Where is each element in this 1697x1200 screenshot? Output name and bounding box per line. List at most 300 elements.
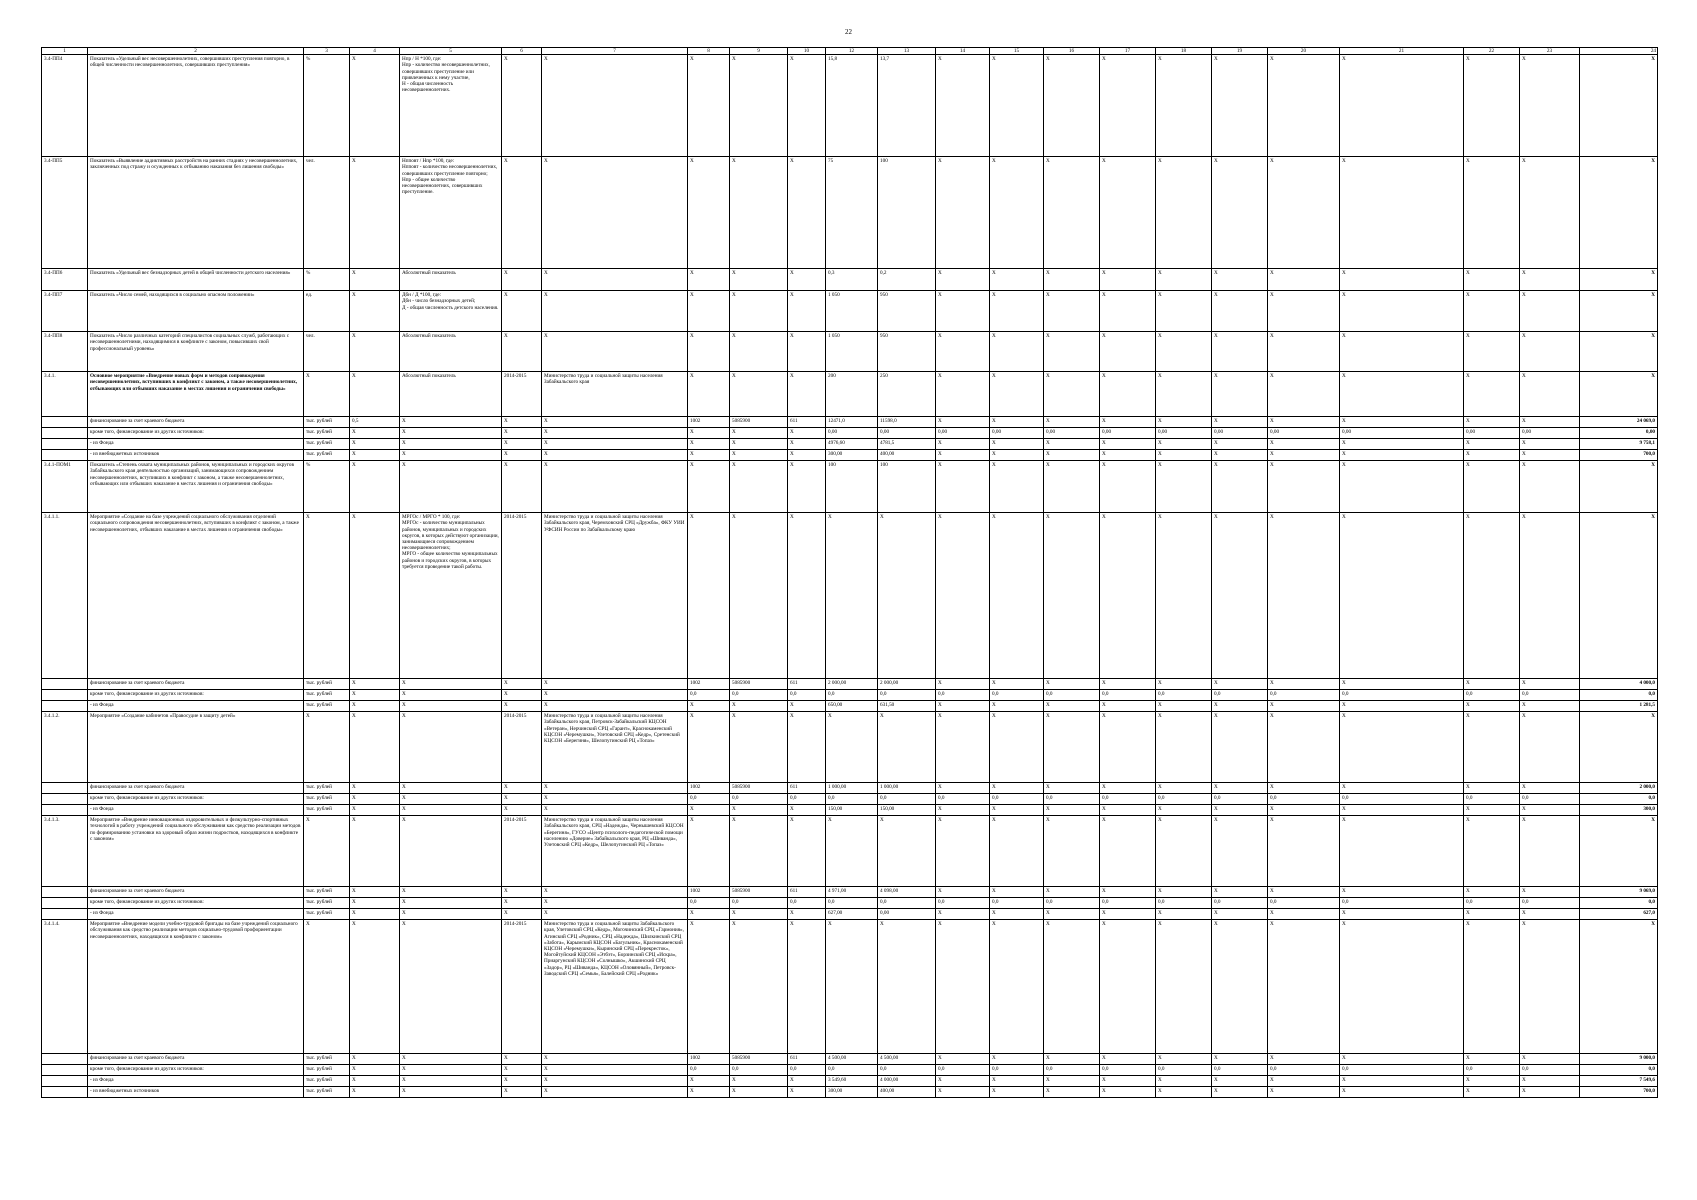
- table-cell: [42, 1054, 88, 1065]
- table-cell: 0,0: [1340, 794, 1464, 805]
- table-cell: X: [502, 55, 542, 157]
- table-cell: X: [1520, 1076, 1580, 1087]
- column-header: 16: [1044, 48, 1100, 55]
- table-cell: X: [936, 712, 990, 783]
- table-cell: X: [502, 1065, 542, 1076]
- table-cell: X: [1212, 909, 1268, 920]
- table-cell: 0,0: [936, 794, 990, 805]
- table-cell: X: [350, 783, 400, 794]
- table-cell: X: [1340, 450, 1464, 461]
- table-cell: X: [1268, 157, 1340, 269]
- table-cell: 0,0: [688, 690, 730, 701]
- table-cell: X: [688, 428, 730, 439]
- table-cell: X: [502, 1076, 542, 1087]
- table-cell: X: [502, 690, 542, 701]
- table-cell: 2014-2015: [502, 513, 542, 679]
- table-cell: X: [1520, 712, 1580, 783]
- table-cell: 0,0: [1156, 898, 1212, 909]
- table-cell: X: [990, 439, 1044, 450]
- table-cell: X: [1156, 372, 1212, 417]
- table-row: [42, 712, 1658, 783]
- table-cell: 700,0: [1580, 450, 1658, 461]
- table-cell: тыс. рублей: [304, 898, 350, 909]
- table-cell: 3.4.1.4.: [42, 920, 88, 1054]
- table-cell: X: [730, 157, 788, 269]
- table-cell: 0,0: [1100, 690, 1156, 701]
- table-cell: X: [1268, 417, 1340, 428]
- table-cell: X: [1464, 887, 1520, 898]
- table-row: [42, 417, 1658, 428]
- table-cell: X: [990, 55, 1044, 157]
- table-cell: X: [1464, 701, 1520, 712]
- table-cell: X: [304, 712, 350, 783]
- table-cell: X: [400, 428, 502, 439]
- table-cell: X: [1520, 291, 1580, 332]
- table-cell: 0,0: [990, 690, 1044, 701]
- table-cell: X: [990, 887, 1044, 898]
- table-cell: 2 000,00: [878, 679, 936, 690]
- table-cell: X: [826, 712, 878, 783]
- table-cell: X: [1580, 712, 1658, 783]
- table-cell: X: [826, 920, 878, 1054]
- table-cell: X: [1212, 291, 1268, 332]
- table-cell: X: [688, 816, 730, 887]
- table-cell: X: [350, 909, 400, 920]
- table-cell: 0,0: [788, 794, 826, 805]
- table-cell: 2 000,0: [1580, 783, 1658, 794]
- table-cell: 0,0: [1520, 898, 1580, 909]
- table-cell: 631,50: [878, 701, 936, 712]
- table-cell: X: [1156, 55, 1212, 157]
- table-cell: 0,00: [826, 428, 878, 439]
- table-cell: 4 500,00: [826, 1054, 878, 1065]
- table-cell: X: [1520, 1054, 1580, 1065]
- table-cell: 0,0: [1520, 794, 1580, 805]
- table-cell: Мероприятие «Внедрение инновационных оздоровительных и физкультурно-спортивных технологий в работу учреждений социального обслуживания как средство реализации методов по формированию установки на здоровый образ жизни подростков, находящихся в конфликте с законом»: [88, 816, 304, 887]
- table-cell: X: [990, 291, 1044, 332]
- table-cell: X: [1212, 887, 1268, 898]
- table-cell: X: [400, 690, 502, 701]
- table-cell: X: [730, 909, 788, 920]
- table-cell: X: [788, 1087, 826, 1098]
- table-cell: 3.4.1.2.: [42, 712, 88, 783]
- table-cell: X: [936, 439, 990, 450]
- table-cell: X: [1100, 450, 1156, 461]
- table-cell: X: [1100, 332, 1156, 372]
- table-cell: X: [990, 372, 1044, 417]
- table-cell: X: [1044, 372, 1100, 417]
- column-header: 4: [350, 48, 400, 55]
- table-cell: 300,0: [1580, 805, 1658, 816]
- table-cell: X: [878, 816, 936, 887]
- table-cell: 0,0: [1268, 1065, 1340, 1076]
- table-cell: X: [1212, 372, 1268, 417]
- column-header: 7: [542, 48, 688, 55]
- table-cell: X: [1156, 513, 1212, 679]
- table-cell: X: [1520, 783, 1580, 794]
- table-cell: X: [1340, 513, 1464, 679]
- table-cell: X: [1100, 909, 1156, 920]
- table-cell: 7 549,6: [1580, 1076, 1658, 1087]
- table-cell: 0,0: [1464, 690, 1520, 701]
- table-cell: X: [1044, 417, 1100, 428]
- table-cell: X: [1156, 1087, 1212, 1098]
- table-cell: 0,0: [1156, 794, 1212, 805]
- table-cell: тыс. рублей: [304, 1087, 350, 1098]
- table-cell: X: [350, 712, 400, 783]
- table-cell: 3 549,60: [826, 1076, 878, 1087]
- table-cell: X: [542, 332, 688, 372]
- table-cell: X: [990, 920, 1044, 1054]
- table-cell: X: [502, 887, 542, 898]
- table-cell: X: [542, 805, 688, 816]
- table-cell: 0,0: [1340, 1065, 1464, 1076]
- table-cell: X: [688, 291, 730, 332]
- table-cell: Показатель «Число семей, находящихся в социально опасном положении»: [88, 291, 304, 332]
- table-cell: [42, 898, 88, 909]
- table-cell: 300,00: [826, 450, 878, 461]
- table-cell: 0,00: [878, 909, 936, 920]
- table-cell: 0,00: [1100, 428, 1156, 439]
- table-cell: X: [502, 794, 542, 805]
- table-cell: 0,0: [826, 690, 878, 701]
- table-cell: X: [400, 816, 502, 887]
- table-cell: X: [1100, 55, 1156, 157]
- table-cell: X: [502, 1087, 542, 1098]
- table-cell: X: [1268, 1087, 1340, 1098]
- table-cell: X: [990, 679, 1044, 690]
- table-cell: X: [1100, 887, 1156, 898]
- table-cell: 1 050: [826, 291, 878, 332]
- table-cell: 100: [826, 461, 878, 513]
- table-cell: Показатель «Выявление аддиктивных расстройств на ранних стадиях у несовершеннолетних, заключенных под стражу и осужденных к отбыванию наказания без лишения свободы»: [88, 157, 304, 269]
- table-cell: X: [1520, 679, 1580, 690]
- table-cell: X: [788, 439, 826, 450]
- table-cell: X: [1464, 1087, 1520, 1098]
- table-row: [42, 679, 1658, 690]
- table-cell: X: [788, 55, 826, 157]
- table-cell: X: [936, 450, 990, 461]
- table-cell: X: [1580, 816, 1658, 887]
- table-cell: X: [1464, 712, 1520, 783]
- table-cell: X: [1212, 805, 1268, 816]
- table-cell: [42, 909, 88, 920]
- table-cell: X: [936, 291, 990, 332]
- table-cell: X: [400, 805, 502, 816]
- table-cell: X: [788, 513, 826, 679]
- table-cell: X: [350, 816, 400, 887]
- table-cell: 650,00: [826, 701, 878, 712]
- table-cell: X: [1464, 157, 1520, 269]
- table-cell: X: [1340, 439, 1464, 450]
- table-cell: 0,00: [1212, 428, 1268, 439]
- table-cell: X: [1520, 372, 1580, 417]
- table-cell: X: [1464, 417, 1520, 428]
- table-cell: X: [502, 461, 542, 513]
- table-cell: X: [1100, 712, 1156, 783]
- table-cell: X: [688, 701, 730, 712]
- page-number: 22: [845, 28, 852, 36]
- table-cell: [42, 1065, 88, 1076]
- table-cell: Показатель «Удельный вес безнадзорных детей в общей численности детского населения»: [88, 269, 304, 291]
- table-cell: X: [1212, 157, 1268, 269]
- table-cell: финансирование за счет краевого бюджета: [88, 417, 304, 428]
- table-cell: тыс. рублей: [304, 1065, 350, 1076]
- table-cell: X: [730, 55, 788, 157]
- table-cell: 1002: [688, 679, 730, 690]
- table-cell: X: [688, 332, 730, 372]
- column-header: 24: [1580, 48, 1658, 55]
- column-header: 9: [730, 48, 788, 55]
- table-cell: X: [1100, 701, 1156, 712]
- table-cell: 0,0: [730, 1065, 788, 1076]
- table-cell: 0,0: [1212, 1065, 1268, 1076]
- table-cell: Показатель «Число различных категорий специалистов социальных служб, работающих с несовершеннолетними, находящимися в конфликте с законом, повысивших свой профессиональный уровень»: [88, 332, 304, 372]
- table-cell: X: [1340, 783, 1464, 794]
- table-cell: X: [1520, 909, 1580, 920]
- table-cell: 0,0: [1268, 690, 1340, 701]
- table-cell: X: [1520, 461, 1580, 513]
- table-cell: X: [400, 920, 502, 1054]
- table-cell: X: [350, 679, 400, 690]
- table-cell: X: [936, 513, 990, 679]
- table-cell: X: [1340, 417, 1464, 428]
- table-cell: X: [730, 1087, 788, 1098]
- table-cell: X: [1580, 55, 1658, 157]
- table-cell: финансирование за счет краевого бюджета: [88, 783, 304, 794]
- table-cell: X: [304, 372, 350, 417]
- table-cell: X: [990, 332, 1044, 372]
- table-cell: X: [1268, 1054, 1340, 1065]
- table-cell: 0,0: [1580, 898, 1658, 909]
- table-cell: 250: [878, 372, 936, 417]
- column-header: 17: [1100, 48, 1156, 55]
- table-cell: X: [990, 513, 1044, 679]
- table-cell: X: [350, 372, 400, 417]
- table-cell: 0,0: [788, 690, 826, 701]
- table-cell: 1 281,5: [1580, 701, 1658, 712]
- table-cell: X: [936, 920, 990, 1054]
- table-cell: X: [990, 701, 1044, 712]
- table-cell: 0,0: [936, 690, 990, 701]
- table-cell: 611: [788, 417, 826, 428]
- table-cell: X: [1044, 269, 1100, 291]
- table-cell: X: [1520, 1087, 1580, 1098]
- table-cell: Показатель «Степень охвата муниципальных районов, муниципальных и городских округов Забайкальского края деятельностью организаций, занимающихся сопровождением несовершеннолетних, вступивших в конфликт с законом, а также несовершеннолетних, отбывающих или отбывших наказание в местах лишения и ограничения свободы»: [88, 461, 304, 513]
- column-header: 22: [1464, 48, 1520, 55]
- table-cell: тыс. рублей: [304, 690, 350, 701]
- table-cell: X: [990, 712, 1044, 783]
- table-cell: чел.: [304, 157, 350, 269]
- table-cell: 5085900: [730, 1054, 788, 1065]
- table-cell: X: [1340, 701, 1464, 712]
- table-cell: X: [878, 513, 936, 679]
- table-row: [42, 513, 1658, 679]
- table-cell: X: [400, 1054, 502, 1065]
- table-cell: X: [1520, 701, 1580, 712]
- table-cell: 0,0: [936, 1065, 990, 1076]
- table-cell: X: [1100, 157, 1156, 269]
- table-cell: тыс. рублей: [304, 417, 350, 428]
- table-cell: X: [788, 269, 826, 291]
- table-cell: Министерство труда и социальной защиты населения Забайкальского края, Петровск-Забайкальский КЦСОН «Ветеран», Нерчинский СРЦ «Гарант», Краснокаменский КЦСОН «Черемушки», Улетовский СРЦ «Кедр», Сретенский КЦСОН «Берегиня», Шелопугинский РЦ «Топаз»: [542, 712, 688, 783]
- table-cell: [42, 783, 88, 794]
- table-cell: X: [688, 805, 730, 816]
- table-cell: X: [1340, 712, 1464, 783]
- budget-table: [41, 47, 1658, 1098]
- table-cell: X: [1100, 783, 1156, 794]
- table-row: [42, 783, 1658, 794]
- table-cell: X: [990, 461, 1044, 513]
- table-cell: X: [936, 1054, 990, 1065]
- table-cell: 12471,0: [826, 417, 878, 428]
- table-cell: X: [788, 712, 826, 783]
- table-cell: 0,0: [1044, 1065, 1100, 1076]
- table-cell: X: [1156, 816, 1212, 887]
- table-cell: X: [688, 920, 730, 1054]
- table-cell: X: [1268, 712, 1340, 783]
- table-cell: 0,0: [1156, 1065, 1212, 1076]
- column-header: 23: [1520, 48, 1580, 55]
- table-cell: X: [788, 701, 826, 712]
- table-cell: X: [350, 1076, 400, 1087]
- table-cell: 2014-2015: [502, 816, 542, 887]
- table-cell: 0,0: [1340, 898, 1464, 909]
- table-cell: X: [688, 372, 730, 417]
- table-cell: X: [688, 269, 730, 291]
- table-cell: 0,0: [1268, 898, 1340, 909]
- table-cell: X: [1212, 513, 1268, 679]
- table-cell: X: [542, 690, 688, 701]
- table-cell: X: [1580, 920, 1658, 1054]
- table-cell: X: [1464, 783, 1520, 794]
- table-cell: 1002: [688, 417, 730, 428]
- table-cell: X: [1340, 55, 1464, 157]
- table-cell: X: [1100, 461, 1156, 513]
- table-cell: X: [1340, 157, 1464, 269]
- table-cell: X: [1464, 291, 1520, 332]
- table-cell: X: [730, 513, 788, 679]
- table-cell: X: [990, 1054, 1044, 1065]
- table-row: [42, 461, 1658, 513]
- table-cell: X: [502, 269, 542, 291]
- table-cell: X: [1212, 701, 1268, 712]
- table-cell: X: [400, 439, 502, 450]
- table-cell: X: [1520, 417, 1580, 428]
- table-cell: X: [350, 513, 400, 679]
- table-cell: 0,0: [878, 794, 936, 805]
- table-cell: X: [1044, 1076, 1100, 1087]
- table-cell: X: [1464, 269, 1520, 291]
- table-row: [42, 332, 1658, 372]
- table-cell: 3.4-ПП5: [42, 157, 88, 269]
- table-cell: X: [936, 816, 990, 887]
- table-cell: Министерство труда и социальной защиты населения Забайкальского края, СРЦ «Надежда», Чернышевский КЦСОН «Берегиня», ГУСО «Центр психолого-педагогической помощи населению «Доверие» Забайкальского края, РЦ «Шиванда», Улетовский СРЦ «Кедр», Шелопугинский РЦ «Топаз»: [542, 816, 688, 887]
- table-cell: X: [878, 920, 936, 1054]
- table-cell: Мероприятие «Создание кабинетов «Правосудие в защиту детей»: [88, 712, 304, 783]
- table-cell: X: [1044, 805, 1100, 816]
- table-cell: 3.4.1.1.: [42, 513, 88, 679]
- table-cell: X: [1520, 269, 1580, 291]
- table-cell: X: [990, 1087, 1044, 1098]
- table-cell: X: [400, 909, 502, 920]
- table-cell: X: [1268, 783, 1340, 794]
- table-cell: X: [1268, 461, 1340, 513]
- column-header: 5: [400, 48, 502, 55]
- table-cell: X: [1100, 816, 1156, 887]
- table-cell: X: [1100, 1087, 1156, 1098]
- table-cell: Нпр / Н *100, где: Нпр - количество несовершеннолетних, совершивших преступление или привлеченных к нему участие, Н - общая численность несовершеннолетних.: [400, 55, 502, 157]
- table-cell: X: [1340, 1087, 1464, 1098]
- table-cell: X: [1580, 291, 1658, 332]
- table-cell: X: [400, 679, 502, 690]
- table-cell: X: [990, 909, 1044, 920]
- table-cell: X: [400, 887, 502, 898]
- table-cell: 3.4.1-ПОМ1: [42, 461, 88, 513]
- table-cell: 611: [788, 1054, 826, 1065]
- table-cell: X: [1044, 157, 1100, 269]
- table-cell: 0,3: [826, 269, 878, 291]
- table-cell: кроме того, финансирование из других источников:: [88, 428, 304, 439]
- table-cell: финансирование за счет краевого бюджета: [88, 679, 304, 690]
- table-cell: X: [1464, 55, 1520, 157]
- table-cell: X: [688, 55, 730, 157]
- table-cell: X: [400, 417, 502, 428]
- table-cell: 0,0: [990, 898, 1044, 909]
- table-cell: 5085900: [730, 783, 788, 794]
- table-cell: Абсолютный показатель: [400, 269, 502, 291]
- column-header: 14: [936, 48, 990, 55]
- table-cell: X: [542, 157, 688, 269]
- table-cell: X: [1212, 269, 1268, 291]
- table-cell: X: [1464, 439, 1520, 450]
- table-row: [42, 816, 1658, 887]
- table-cell: X: [1464, 372, 1520, 417]
- table-cell: X: [936, 805, 990, 816]
- table-cell: X: [1212, 450, 1268, 461]
- table-cell: X: [936, 372, 990, 417]
- table-cell: X: [730, 920, 788, 1054]
- table-cell: X: [1464, 816, 1520, 887]
- table-cell: X: [1340, 1054, 1464, 1065]
- table-cell: 0,0: [878, 1065, 936, 1076]
- table-cell: X: [1044, 332, 1100, 372]
- table-cell: 0,0: [990, 794, 1044, 805]
- table-cell: 2014-2015: [502, 712, 542, 783]
- table-cell: X: [1268, 439, 1340, 450]
- table-cell: 0,0: [1520, 1065, 1580, 1076]
- column-header: 21: [1340, 48, 1464, 55]
- table-cell: X: [1520, 157, 1580, 269]
- table-cell: X: [1156, 417, 1212, 428]
- table-cell: X: [688, 909, 730, 920]
- table-cell: тыс. рублей: [304, 909, 350, 920]
- table-cell: X: [350, 690, 400, 701]
- table-cell: X: [400, 783, 502, 794]
- table-cell: X: [1044, 291, 1100, 332]
- table-cell: X: [1340, 461, 1464, 513]
- table-cell: X: [1464, 450, 1520, 461]
- table-row: [42, 291, 1658, 332]
- table-cell: X: [936, 461, 990, 513]
- table-cell: Показатель «Удельный вес несовершеннолетних, совершивших преступления повторно, в общей численности несовершеннолетних, совершивших преступления»: [88, 55, 304, 157]
- table-cell: X: [542, 439, 688, 450]
- table-cell: 3.4-ПП6: [42, 269, 88, 291]
- table-cell: 0,0: [990, 1065, 1044, 1076]
- table-cell: X: [1268, 372, 1340, 417]
- table-cell: X: [730, 712, 788, 783]
- table-cell: X: [936, 1087, 990, 1098]
